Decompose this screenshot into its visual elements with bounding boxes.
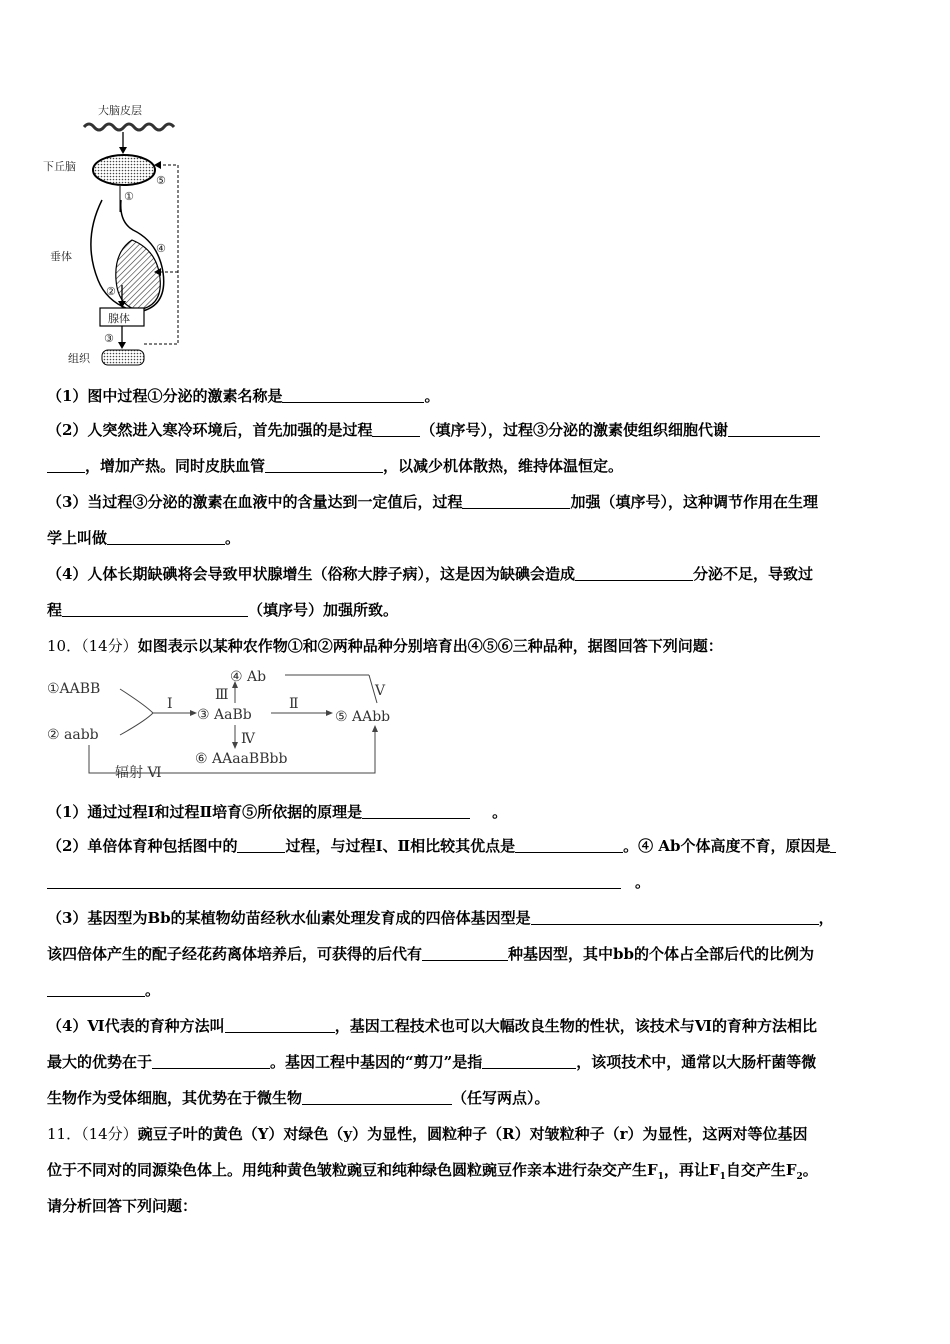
node-3: ③ AaBb (197, 707, 252, 723)
answer-blank[interactable] (225, 1017, 335, 1033)
answer-blank[interactable] (47, 873, 621, 889)
q10-item2-line2: 。 (47, 872, 650, 892)
q10-item2-line1: （2）单倍体育种包括图中的 过程，与过程Ⅰ、Ⅱ相比较其优点是 。④ Ab个体高度不育，原因是 (47, 836, 836, 856)
q11-line1: 11．（14分）豌豆子叶的黄色（Y）对绿色（y）为显性，圆粒种子（R）对皱粒种子（r）为显性，这两对等位基因 (47, 1125, 808, 1143)
answer-blank[interactable] (62, 601, 248, 617)
answer-blank[interactable] (282, 387, 424, 403)
process1-mark: ① (124, 190, 134, 203)
q10-item3-line2: 该四倍体产生的配子经花药离体培养后，可获得的后代有 种基因型，其中bb的个体占全部后代的比例为 (47, 945, 814, 963)
q9-item4-line2: 程 （填序号）加强所致。 (47, 601, 399, 619)
cortex-wave (84, 124, 174, 130)
answer-blank[interactable] (830, 837, 836, 853)
tissue-shape (102, 350, 144, 365)
answer-blank[interactable] (482, 1053, 576, 1069)
q11-line2: 位于不同对的同源染色体上。用纯种黄色皱粒豌豆和纯种绿色圆粒豌豆作亲本进行杂交产生$F_1$，再让$F_1$自交产生$F_2$。 (47, 1161, 818, 1182)
cortex-label: 大脑皮层 (98, 104, 142, 117)
q9-item4-line1: （4）人体长期缺碘将会导致甲状腺增生（俗称大脖子病），这是因为缺碘会造成 分泌不足，导致过 (47, 565, 813, 583)
q10-item4-line1: （4）Ⅵ代表的育种方法叫 ，基因工程技术也可以大幅改良生物的性状，该技术与Ⅵ的育种方法相比 (47, 1017, 817, 1035)
route-III: Ⅲ (215, 687, 229, 703)
answer-blank[interactable] (531, 909, 819, 925)
answer-blank[interactable] (575, 565, 693, 581)
endocrine-regulation-diagram (40, 100, 200, 375)
q10-item3-line3: 。 (47, 980, 160, 1000)
q9-item2-line1: （2）人突然进入寒冷环境后，首先加强的是过程 （填序号），过程③分泌的激素使组织细胞代谢 (47, 420, 820, 440)
hypothalamus-shape (93, 155, 155, 185)
answer-blank[interactable] (107, 529, 225, 545)
q9-item2-line2: ，增加产热。同时皮肤血管 ，以减少机体散热，维持体温恒定。 (47, 456, 623, 476)
answer-blank[interactable] (515, 837, 623, 853)
process4-mark: ④ (156, 242, 166, 255)
tissue-label: 组织 (68, 352, 90, 365)
route-I: Ⅰ (167, 696, 173, 712)
answer-blank[interactable] (372, 421, 420, 437)
node-2: ② aabb (47, 727, 99, 743)
answer-blank[interactable] (422, 945, 508, 961)
answer-blank[interactable] (362, 803, 470, 819)
answer-blank[interactable] (47, 981, 145, 997)
q11-line3: 请分析回答下列问题： (47, 1197, 198, 1215)
route-V: Ⅴ (375, 683, 386, 699)
hypothalamus-label: 下丘脑 (43, 160, 76, 173)
answer-blank[interactable] (265, 457, 383, 473)
route-II: Ⅱ (289, 696, 299, 712)
process3-mark: ③ (104, 332, 114, 345)
q10-item3-line1: （3）基因型为Bb的某植物幼苗经秋水仙素处理发育成的四倍体基因型是 ， (47, 909, 834, 927)
q9-item3-line2: 学上叫做 。 (47, 529, 241, 547)
q10-item4-line2: 最大的优势在于 。基因工程中基因的“剪刀”是指 ，该项技术中，通常以大肠杆菌等微 (47, 1053, 817, 1071)
q10-item4-line3: 生物作为受体细胞，其优势在于微生物 （任写两点）。 (47, 1089, 550, 1107)
process5-mark: ⑤ (156, 174, 166, 187)
node-4: ④ Ab (230, 669, 267, 685)
breeding-diagram (45, 665, 415, 783)
answer-blank[interactable] (237, 837, 285, 853)
q9-item1: （1）图中过程①分泌的激素名称是 。 (47, 387, 440, 405)
pituitary-label: 垂体 (50, 250, 72, 263)
q10-heading: 10．（14分）如图表示以某种农作物①和②两种品种分别培育出④⑤⑥三种品种，据图回答下列问题： (47, 637, 723, 655)
answer-blank[interactable] (47, 457, 85, 473)
answer-blank[interactable] (728, 421, 820, 437)
answer-blank[interactable] (152, 1053, 270, 1069)
route-VI: 辐射 Ⅵ (115, 765, 162, 781)
node-6: ⑥ AAaaBBbb (195, 751, 288, 767)
q9-item3-line1: （3）当过程③分泌的激素在血液中的含量达到一定值后，过程 加强（填序号），这种调节作用在生理 (47, 493, 818, 511)
gland-label: 腺体 (108, 312, 130, 325)
answer-blank[interactable] (302, 1089, 452, 1105)
route-IV: Ⅳ (241, 731, 255, 747)
answer-blank[interactable] (462, 493, 570, 509)
process2-mark: ② (106, 285, 116, 298)
node-5: ⑤ AAbb (335, 709, 391, 725)
q10-item1: （1）通过过程Ⅰ和过程Ⅱ培育⑤所依据的原理是 。 (47, 803, 508, 821)
node-1: ①AABB (47, 681, 101, 697)
